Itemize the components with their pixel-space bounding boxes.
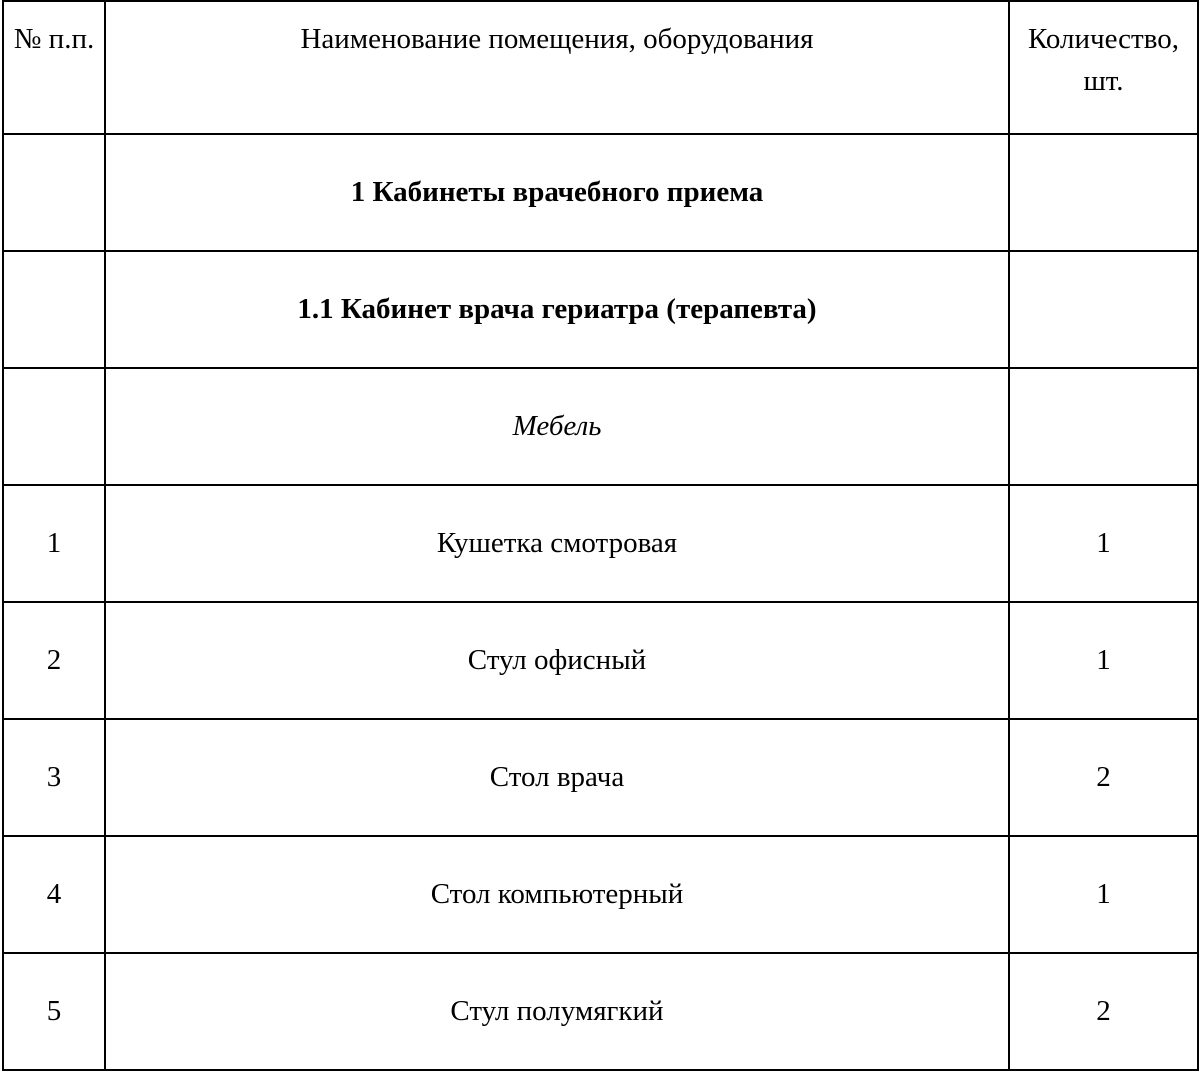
equipment-table [2, 0, 1199, 1071]
table-row [3, 953, 1198, 1070]
item-num: 4 [3, 836, 105, 953]
item-name: Стол компьютерный [105, 836, 1009, 953]
section-title: 1 Кабинеты врачебного приема [350, 176, 764, 209]
item-name: Стул офисный [105, 602, 1009, 719]
header-qty [1009, 1, 1198, 134]
section-qty-cell [1009, 134, 1198, 251]
item-name: Кушетка смотровая [105, 485, 1009, 602]
header-name [105, 1, 1009, 134]
category-title-cell [105, 368, 1009, 485]
item-name: Стул полумягкий [105, 953, 1009, 1070]
header-num [3, 1, 105, 134]
header-name-label: Наименование помещения, оборудования [300, 23, 814, 55]
item-qty: 2 [1009, 953, 1198, 1070]
category-row [3, 368, 1198, 485]
item-qty: 1 [1009, 836, 1198, 953]
category-qty-cell [1009, 368, 1198, 485]
header-num-label: № п.п. [13, 23, 95, 55]
item-name: Стол врача [105, 719, 1009, 836]
subsection-num-cell [3, 251, 105, 368]
table-row [3, 602, 1198, 719]
table-row [3, 836, 1198, 953]
header-qty-label: Количество, шт. [1028, 23, 1179, 98]
item-qty: 1 [1009, 602, 1198, 719]
section-num-cell [3, 134, 105, 251]
subsection-row [3, 251, 1198, 368]
item-num: 2 [3, 602, 105, 719]
item-qty: 1 [1009, 485, 1198, 602]
table-row [3, 719, 1198, 836]
item-num: 3 [3, 719, 105, 836]
subsection-title-cell [105, 251, 1009, 368]
table-row [3, 485, 1198, 602]
item-num: 1 [3, 485, 105, 602]
category-title: Мебель [512, 410, 602, 443]
section-title-cell [105, 134, 1009, 251]
table-header-row [3, 1, 1198, 134]
category-num-cell [3, 368, 105, 485]
item-qty: 2 [1009, 719, 1198, 836]
item-num: 5 [3, 953, 105, 1070]
section-row [3, 134, 1198, 251]
subsection-qty-cell [1009, 251, 1198, 368]
subsection-title: 1.1 Кабинет врача гериатра (терапевта) [297, 293, 817, 326]
